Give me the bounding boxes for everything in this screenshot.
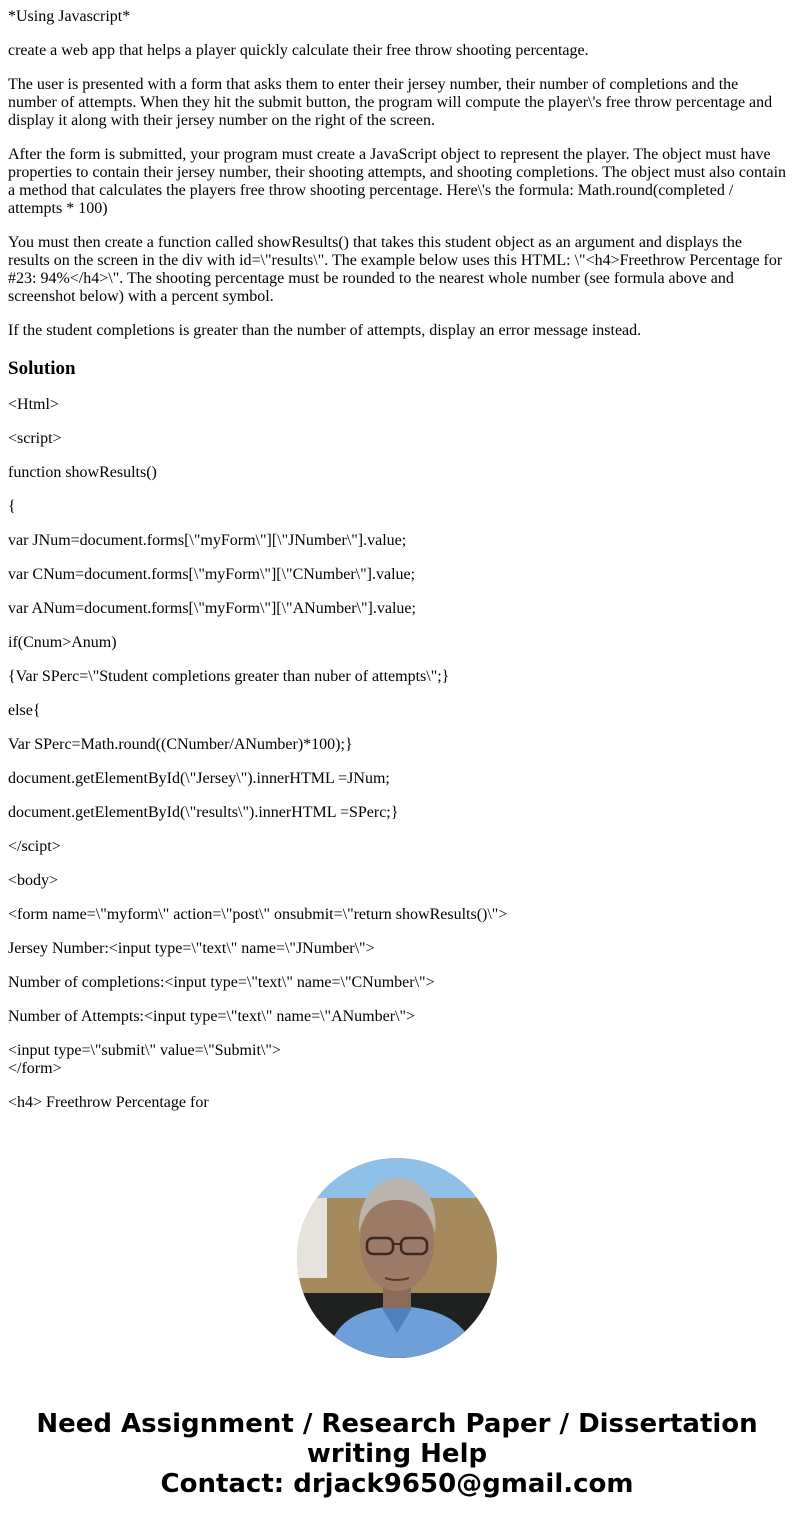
portrait-image [297,1158,497,1358]
code-line: Number of Attempts:<input type=\"text\" name=\"ANumber\"> [8,1008,416,1025]
question-paragraph: If the student completions is greater than the number of attempts, display an error message instead. [8,322,642,339]
code-line: Jersey Number:<input type=\"text\" name=\"JNumber\"> [8,940,375,957]
question-paragraph: After the form is submitted, your program must create a JavaScript object to represent the player. The object must have properties to contain their jersey number, their shooting attempts, and shooting completions. The object must also contain a method that calculates the players free throw shooting percentage. Here\'s the formula: Math.round(completed / attempts * 100) [8,146,787,217]
code-line: <form name=\"myform\" action=\"post\" onsubmit=\"return showResults()\"> [8,906,508,923]
promo-line: writing Help [306,1439,488,1469]
code-line: var ANum=document.forms[\"myForm\"][\"ANumber\"].value; [8,600,416,617]
code-line: <body> [8,872,59,889]
code-line: { [8,498,16,515]
question-paragraph: The user is presented with a form that asks them to enter their jersey number, their number of completions and the number of attempts. When they hit the submit button, the program will compute the player\'s free throw percentage and display it along with their jersey number on the right of the screen. [8,76,773,129]
code-line: function showResults() [8,464,157,481]
code-line: <h4> Freethrow Percentage for [8,1094,209,1111]
code-line: else{ [8,702,41,719]
code-line: {Var SPerc=\"Student completions greater than nuber of attempts\";} [8,668,450,685]
promo-contact: Contact: drjack9650@gmail.com [160,1469,634,1499]
solution-heading: Solution [8,358,76,379]
promo-banner [0,1409,794,1499]
code-line: document.getElementById(\"results\").innerHTML =SPerc;} [8,804,399,821]
author-photo [297,1158,497,1358]
code-line: var CNum=document.forms[\"myForm\"][\"CNumber\"].value; [8,566,416,583]
code-form-close: </form> [8,1060,62,1077]
code-line: </scipt> [8,838,61,855]
code-line: if(Cnum>Anum) [8,634,117,651]
code-line: Var SPerc=Math.round((CNumber/ANumber)*100);} [8,736,353,753]
promo-line: Need Assignment / Research Paper / Dissertation [36,1409,758,1439]
code-line [8,1042,786,1078]
question-paragraph: You must then create a function called showResults() that takes this student object as an argument and displays the results on the screen in the div with id=\"results\". The example below uses this HTML: \"<h4>Freethrow Percentage for #23: 94%</h4>\". The shooting percentage must be rounded to the nearest whole number (see formula above and screenshot below) with a percent symbol. [8,234,783,305]
code-line: <script> [8,430,62,447]
code-line: Number of completions:<input type=\"text\" name=\"CNumber\"> [8,974,435,991]
code-line: var JNum=document.forms[\"myForm\"][\"JNumber\"].value; [8,532,407,549]
code-line: <Html> [8,396,59,413]
solution-code [8,396,786,1112]
question [8,8,786,340]
code-line: document.getElementById(\"Jersey\").innerHTML =JNum; [8,770,390,787]
question-paragraph: create a web app that helps a player quickly calculate their free throw shooting percentage. [8,42,589,59]
code-submit-line: <input type=\"submit\" value=\"Submit\"> [8,1042,281,1059]
question-paragraph: *Using Javascript* [8,8,131,25]
